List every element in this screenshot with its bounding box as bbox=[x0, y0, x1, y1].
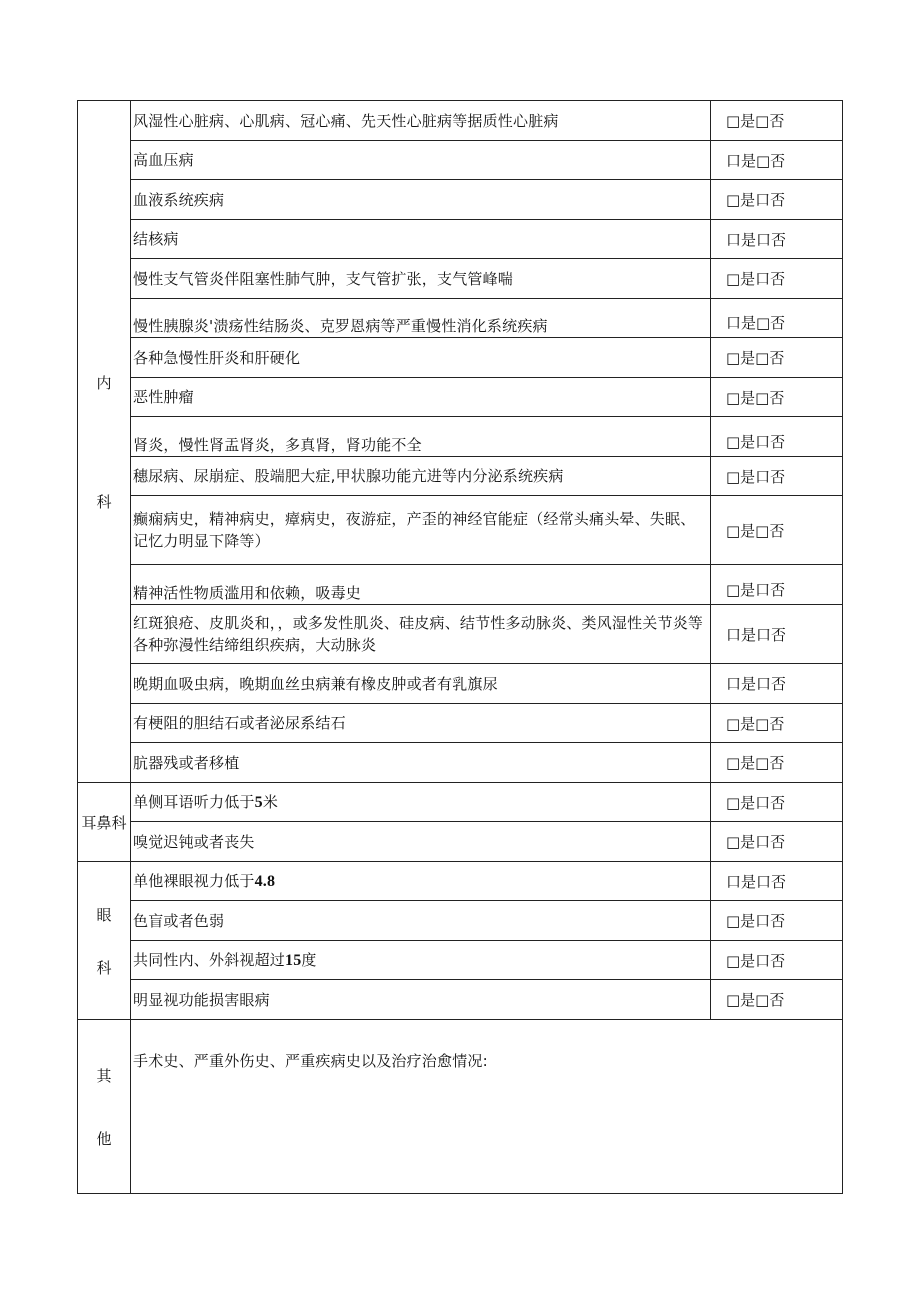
yes-no-checkbox[interactable]: □是口否 bbox=[711, 941, 843, 980]
condition-text: 明显视功能损害眼病 bbox=[131, 980, 711, 1020]
table-row bbox=[78, 417, 843, 457]
yes-no-checkbox[interactable]: 口是口否 bbox=[711, 664, 843, 704]
yes-no-checkbox[interactable]: □是口否 bbox=[711, 457, 843, 496]
condition-text: 穗尿病、尿崩症、股端肥大症,甲状腺功能亢进等内分泌系统疾病 bbox=[131, 457, 711, 496]
yes-no-checkbox[interactable]: □是□否 bbox=[711, 704, 843, 743]
condition-text: 癫痫病史，精神病史，瘴病史，夜游症，产歪的神经官能症（经常头痛头晕、失眠、记忆力明显下降等） bbox=[131, 496, 711, 565]
table-row bbox=[78, 141, 843, 180]
other-history-prompt: 手术史、严重外伤史、严重疾病史以及治疗治愈情况: bbox=[133, 1052, 488, 1070]
table-row bbox=[78, 743, 843, 783]
yes-no-checkbox[interactable]: □是口否 bbox=[711, 417, 843, 457]
yes-no-checkbox[interactable]: □是□否 bbox=[711, 101, 843, 141]
section-ent: 耳鼻科 bbox=[78, 783, 131, 862]
section-char: 眼 bbox=[96, 905, 112, 924]
table-row bbox=[78, 457, 843, 496]
condition-text: 慢性胰腺炎'溃疡性结肠炎、克罗恩病等严重慢性消化系统疾病 bbox=[131, 299, 711, 338]
table-row bbox=[78, 862, 843, 901]
condition-text: 色盲或者色弱 bbox=[131, 901, 711, 941]
table-row bbox=[78, 259, 843, 299]
table-row bbox=[78, 822, 843, 862]
table-row bbox=[78, 220, 843, 259]
table-row bbox=[78, 496, 843, 565]
table-row bbox=[78, 901, 843, 941]
condition-text: 嗅觉迟钝或者丧失 bbox=[131, 822, 711, 862]
yes-no-checkbox[interactable]: □是口否 bbox=[711, 901, 843, 941]
table-row bbox=[78, 664, 843, 704]
condition-text: 风湿性心脏病、心肌病、冠心痛、先天性心脏病等据质性心脏病 bbox=[131, 101, 711, 141]
yes-no-checkbox[interactable]: □是口否 bbox=[711, 565, 843, 605]
yes-no-checkbox[interactable]: 口是□否 bbox=[711, 141, 843, 180]
section-char: 内 bbox=[96, 373, 112, 392]
condition-text: 肮器残或者移植 bbox=[131, 743, 711, 783]
condition-text: 结核病 bbox=[131, 220, 711, 259]
table-row bbox=[78, 299, 843, 338]
table-row bbox=[78, 980, 843, 1020]
condition-text: 单他裸眼视力低于4.8 bbox=[131, 862, 711, 901]
condition-text: 精神活性物质滥用和依赖，吸毒史 bbox=[131, 565, 711, 605]
yes-no-checkbox[interactable]: □是□否 bbox=[711, 378, 843, 417]
yes-no-checkbox[interactable]: 口是口否 bbox=[711, 605, 843, 664]
table-row bbox=[78, 565, 843, 605]
yes-no-checkbox[interactable]: □是口否 bbox=[711, 259, 843, 299]
table-row bbox=[78, 338, 843, 378]
yes-no-checkbox[interactable]: 口是口否 bbox=[711, 220, 843, 259]
condition-text: 高血压病 bbox=[131, 141, 711, 180]
section-ophthalmology bbox=[78, 862, 131, 1020]
section-char: 他 bbox=[96, 1129, 112, 1148]
section-internal-medicine bbox=[78, 101, 131, 783]
table-row bbox=[78, 941, 843, 980]
table-row bbox=[78, 101, 843, 141]
table-row bbox=[78, 704, 843, 743]
yes-no-checkbox[interactable]: □是口否 bbox=[711, 822, 843, 862]
yes-no-checkbox[interactable]: □是□否 bbox=[711, 338, 843, 378]
condition-text: 慢性支气管炎伴阻塞性肺气肿，支气管扩张，支气管峰喘 bbox=[131, 259, 711, 299]
yes-no-checkbox[interactable]: 口是口否 bbox=[711, 862, 843, 901]
condition-text: 晚期血吸虫病，晚期血丝虫病兼有橡皮肿或者有乳旗尿 bbox=[131, 664, 711, 704]
other-history-field[interactable] bbox=[131, 1020, 843, 1194]
table-row bbox=[78, 605, 843, 664]
table-row bbox=[78, 180, 843, 220]
yes-no-checkbox[interactable]: □是口否 bbox=[711, 180, 843, 220]
condition-text: 肾炎，慢性肾盂肾炎，多真肾，肾功能不全 bbox=[131, 417, 711, 457]
section-other bbox=[78, 1020, 131, 1194]
yes-no-checkbox[interactable]: □是口否 bbox=[711, 783, 843, 822]
condition-text: 血液系统疾病 bbox=[131, 180, 711, 220]
yes-no-checkbox[interactable]: 口是□否 bbox=[711, 299, 843, 338]
medical-history-form bbox=[77, 100, 843, 1194]
table-row bbox=[78, 1020, 843, 1194]
yes-no-checkbox[interactable]: □是□否 bbox=[711, 496, 843, 565]
condition-text: 各种急慢性肝炎和肝硬化 bbox=[131, 338, 711, 378]
yes-no-checkbox[interactable]: □是□否 bbox=[711, 980, 843, 1020]
condition-text: 有梗阻的胆结石或者泌尿系结石 bbox=[131, 704, 711, 743]
section-char: 其 bbox=[96, 1066, 112, 1085]
table-row bbox=[78, 378, 843, 417]
section-char: 科 bbox=[96, 492, 112, 511]
section-char: 科 bbox=[96, 958, 112, 977]
condition-text: 红斑狼疮、皮肌炎和，，或多发性肌炎、硅皮病、结节性多动脉炎、类风湿性关节炎等各种弥漫性结缔组织疾病，大动脉炎 bbox=[131, 605, 711, 664]
condition-text: 共同性内、外斜视超过15度 bbox=[131, 941, 711, 980]
yes-no-checkbox[interactable]: □是□否 bbox=[711, 743, 843, 783]
condition-text: 单侧耳语听力低于5米 bbox=[131, 783, 711, 822]
condition-text: 恶性肿瘤 bbox=[131, 378, 711, 417]
table-row bbox=[78, 783, 843, 822]
